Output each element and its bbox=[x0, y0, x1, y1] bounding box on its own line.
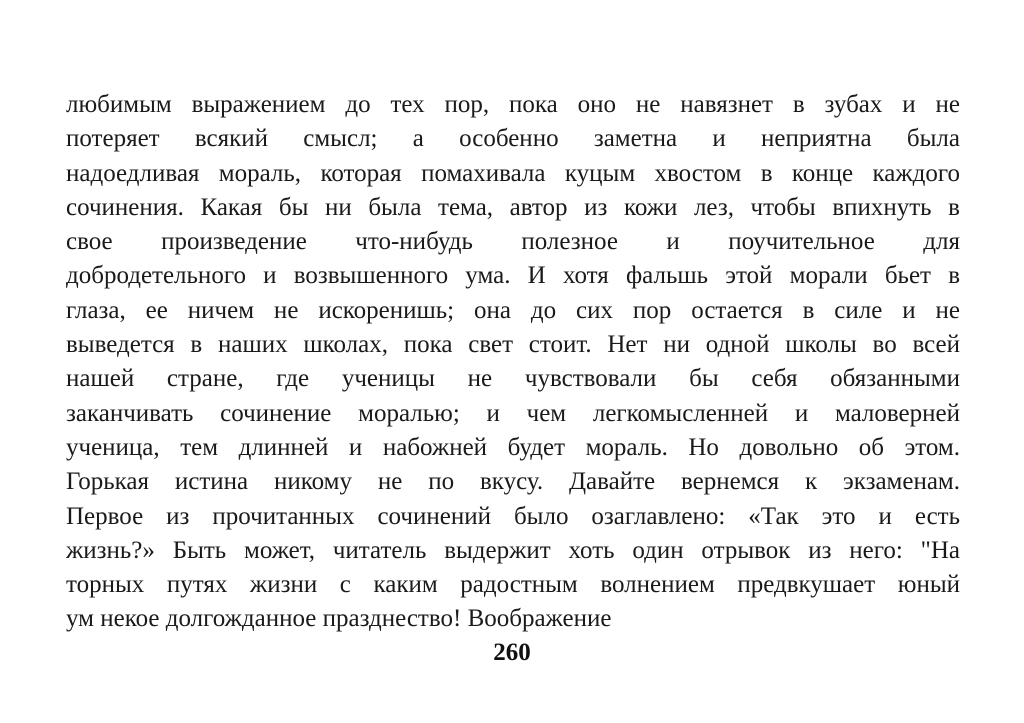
text-line: Горькая истина никому не по вкусу. Давайте вернемся к экзаменам. bbox=[66, 468, 960, 496]
text-line: ученица, тем длинней и набожней будет мораль. Но довольно об этом. bbox=[66, 433, 960, 461]
text-line: нашей стране, где ученицы не чувствовали бы себя обязанными bbox=[66, 365, 960, 393]
text-line: добродетельного и возвышенного ума. И хотя фальшь этой морали бьет в bbox=[66, 262, 960, 290]
text-line: заканчивать сочинение моралью; и чем легкомысленней и маловерней bbox=[66, 399, 960, 427]
text-line: жизнь?» Быть может, читатель выдержит хоть один отрывок из него: "На bbox=[66, 536, 960, 564]
text-line: надоедливая мораль, которая помахивала куцым хвостом в конце каждого bbox=[66, 159, 960, 187]
text-line: потеряет всякий смысл; а особенно заметна и неприятна была bbox=[66, 125, 960, 153]
text-line: любимым выражением до тех пор, пока оно не навязнет в зубах и не bbox=[66, 91, 960, 118]
text-line: Первое из прочитанных сочинений было озаглавлено: «Так это и есть bbox=[66, 502, 960, 530]
text-line: выведется в наших школах, пока свет стоит. Нет ни одной школы во всей bbox=[66, 331, 960, 359]
page-number: 260 bbox=[493, 639, 531, 666]
text-line: глаза, ее ничем не искоренишь; она до сих пор остается в силе и не bbox=[66, 296, 960, 324]
text-line: сочинения. Какая бы ни была тема, автор из кожи лез, чтобы впихнуть в bbox=[66, 193, 960, 221]
text-line: торных путях жизни с каким радостным волнением предвкушает юный bbox=[66, 571, 960, 599]
text-line: ум некое долгожданное празднество! Воображение bbox=[66, 605, 612, 633]
text-line: свое произведение что-нибудь полезное и поучительное для bbox=[66, 228, 960, 256]
body-text bbox=[66, 88, 960, 637]
